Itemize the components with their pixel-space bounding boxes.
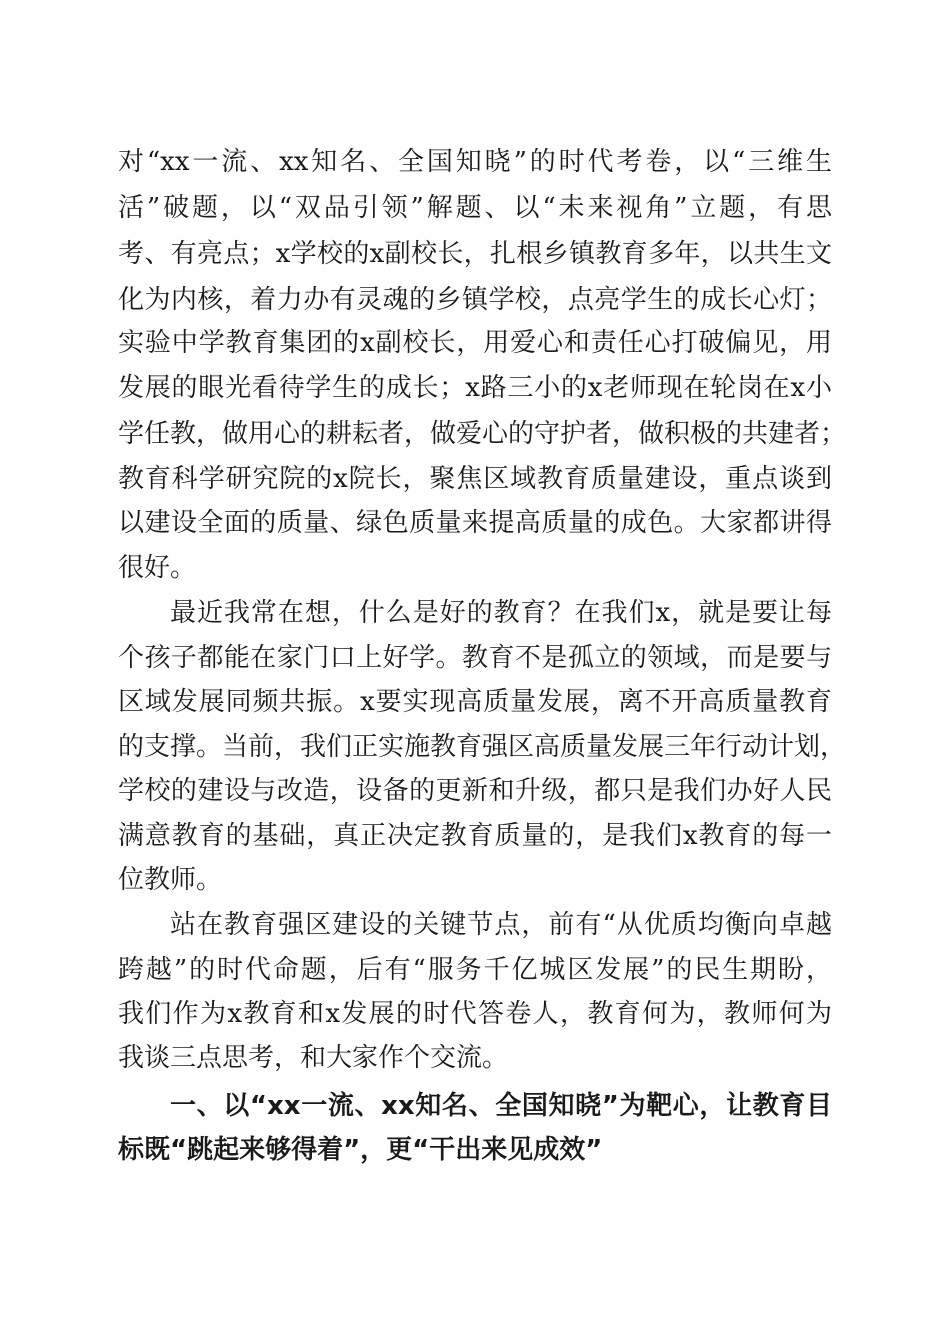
paragraph-line: 活”破题，以“双品引领”解题、以“未来视角”立题，有思	[118, 193, 832, 223]
paragraph-line: 教育科学研究院的x院长，聚焦区域教育质量建设，重点谈到	[118, 464, 832, 494]
paragraph-line: 学校的建设与改造，设备的更新和升级，都只是我们办好人民	[118, 776, 832, 806]
paragraph-line: 站在教育强区建设的关键节点，前有“从优质均衡向卓越	[170, 910, 832, 940]
paragraph-line: 发展的眼光看待学生的成长；x路三小的x老师现在轮岗在x小	[118, 373, 832, 403]
paragraph-line: 学任教，做用心的耕耘者，做爱心的守护者，做积极的共建者；	[118, 419, 847, 449]
paragraph-line: 实验中学教育集团的x副校长，用爱心和责任心打破偏见，用	[118, 328, 832, 358]
paragraph-line: 考、有亮点；x学校的x副校长，扎根乡镇教育多年，以共生文	[118, 239, 832, 269]
paragraph-line: 对“xx一流、xx知名、全国知晓”的时代考卷，以“三维生	[118, 147, 832, 177]
paragraph-line: 区域发展同频共振。x要实现高质量发展，离不开高质量教育	[118, 687, 832, 717]
paragraph-line: 跨越”的时代命题，后有“服务千亿城区发展”的民生期盼，	[118, 955, 832, 985]
paragraph-line: 最近我常在想，什么是好的教育？在我们x，就是要让每	[170, 598, 832, 628]
paragraph-line: 个孩子都能在家门口上好学。教育不是孤立的领域，而是要与	[118, 643, 832, 673]
paragraph-line: 的支撑。当前，我们正实施教育强区高质量发展三年行动计划，	[118, 732, 847, 762]
section-heading-line: 一、以“xx一流、xx知名、全国知晓”为靶心，让教育目	[170, 1091, 832, 1121]
paragraph-line: 位教师。	[118, 865, 223, 895]
paragraph-line: 满意教育的基础，真正决定教育质量的，是我们x教育的每一	[118, 821, 832, 851]
section-heading-line: 标既“跳起来够得着”，更“干出来见成效”	[118, 1135, 603, 1165]
paragraph-line: 化为内核，着力办有灵魂的乡镇学校，点亮学生的成长心灯；	[118, 285, 832, 315]
paragraph-line: 我谈三点思考，和大家作个交流。	[118, 1043, 509, 1073]
paragraph-line: 很好。	[118, 553, 197, 583]
paragraph-line: 我们作为x教育和x发展的时代答卷人，教育何为，教师何为	[118, 999, 832, 1029]
paragraph-line: 以建设全面的质量、绿色质量来提高质量的成色。大家都讲得	[118, 508, 832, 538]
